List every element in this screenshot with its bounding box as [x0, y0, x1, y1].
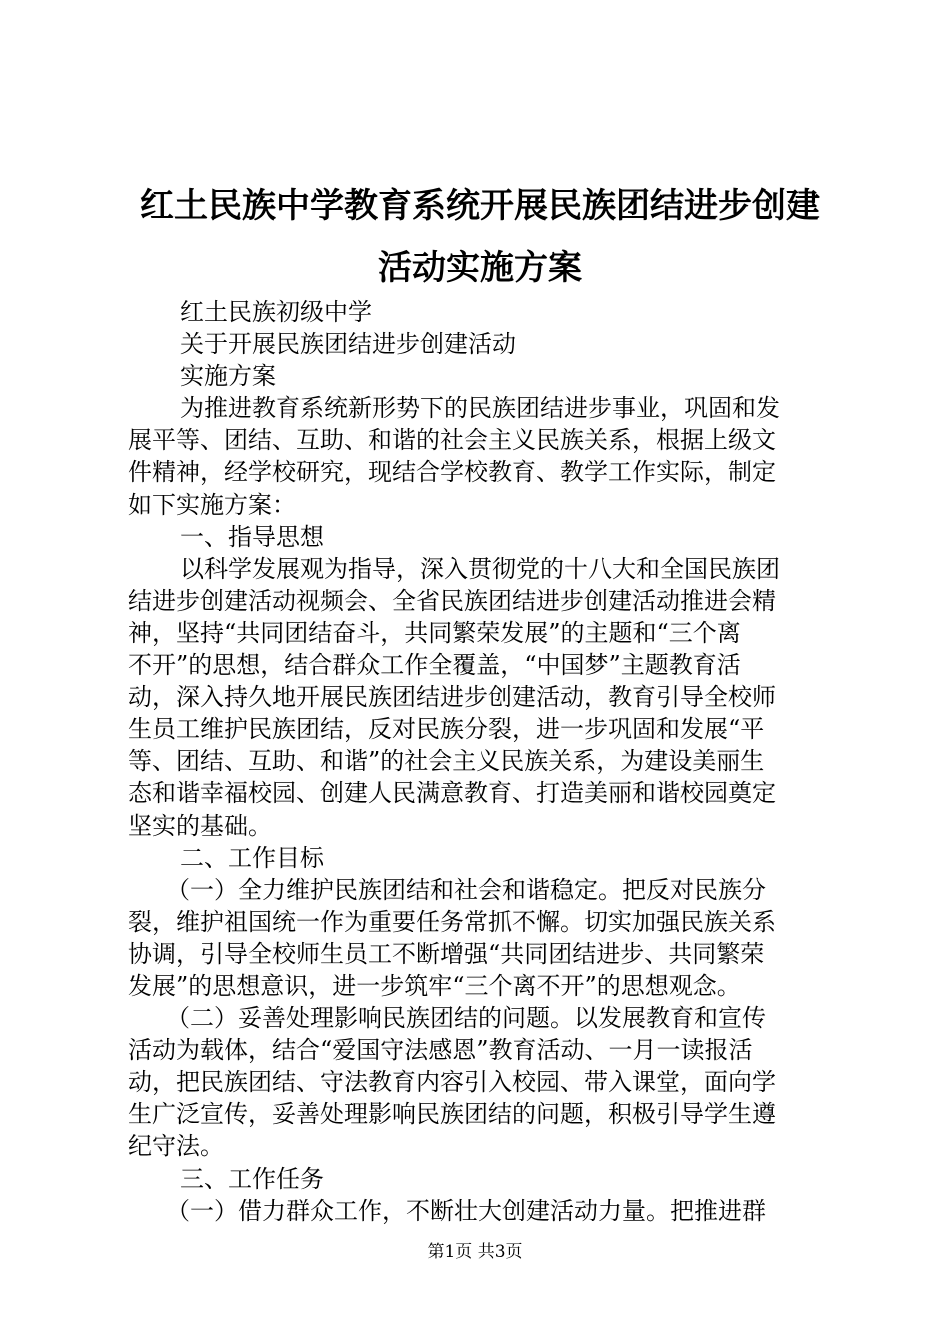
body-text-line: 为推进教育系统新形势下的民族团结进步事业，巩固和发: [180, 394, 780, 423]
body-text-line: 二、工作目标: [180, 843, 324, 872]
body-text-line: 关于开展民族团结进步创建活动: [180, 330, 516, 359]
body-text-line: 三、工作任务: [180, 1164, 324, 1193]
body-text-line: 展平等、团结、互助、和谐的社会主义民族关系，根据上级文: [128, 426, 776, 455]
body-text-line: 一、指导思想: [180, 522, 324, 551]
body-text-line: 结进步创建活动视频会、全省民族团结进步创建活动推进会精: [128, 586, 776, 615]
page-footer: 第1页 共3页: [427, 1242, 523, 1262]
document-body: [128, 296, 828, 1227]
body-text-line: 等、团结、互助、和谐”的社会主义民族关系，为建设美丽生: [128, 747, 765, 776]
body-text-line: 协调，引导全校师生员工不断增强“共同团结进步、共同繁荣: [128, 939, 765, 968]
document-title-line-1: 红土民族中学教育系统开展民族团结进步创建: [140, 186, 820, 226]
body-text-line: 态和谐幸福校园、创建人民满意教育、打造美丽和谐校园奠定: [128, 779, 776, 808]
body-text-line: 纪守法。: [128, 1132, 224, 1161]
body-text-line: 红土民族初级中学: [180, 298, 372, 326]
body-text-line: 如下实施方案：: [128, 490, 296, 519]
body-text-line: 活动为载体，结合“爱国守法感恩”教育活动、一月一读报活: [128, 1036, 753, 1065]
body-text-line: 生员工维护民族团结，反对民族分裂，进一步巩固和发展“平: [128, 715, 765, 744]
document-title-line-2: 活动实施方案: [378, 248, 582, 288]
body-text-line: 以科学发展观为指导，深入贯彻党的十八大和全国民族团: [180, 554, 780, 583]
body-text-line: 件精神，经学校研究，现结合学校教育、教学工作实际，制定: [128, 458, 776, 487]
body-text-line: 坚实的基础。: [128, 811, 272, 840]
body-text-line: 裂，维护祖国统一作为重要任务常抓不懈。切实加强民族关系: [128, 907, 776, 936]
body-text-line: 生广泛宣传，妥善处理影响民族团结的问题，积极引导学生遵: [128, 1100, 776, 1129]
body-text-line: （一）全力维护民族团结和社会和谐稳定。把反对民族分: [166, 875, 766, 904]
body-text-line: 动，深入持久地开展民族团结进步创建活动，教育引导全校师: [128, 683, 776, 712]
body-text-line: 神，坚持“共同团结奋斗，共同繁荣发展”的主题和“三个离: [128, 618, 741, 647]
body-text-line: （一）借力群众工作，不断壮大创建活动力量。把推进群: [166, 1196, 766, 1225]
body-text-line: 动，把民族团结、守法教育内容引入校园、带入课堂，面向学: [128, 1068, 776, 1097]
body-text-line: 发展”的思想意识，进一步筑牢“三个离不开”的思想观念。: [128, 971, 741, 1000]
body-text-line: （二）妥善处理影响民族团结的问题。以发展教育和宣传: [166, 1004, 766, 1033]
body-text-line: 不开”的思想，结合群众工作全覆盖，“中国梦”主题教育活: [128, 651, 741, 680]
body-text-line: 实施方案: [180, 362, 276, 391]
